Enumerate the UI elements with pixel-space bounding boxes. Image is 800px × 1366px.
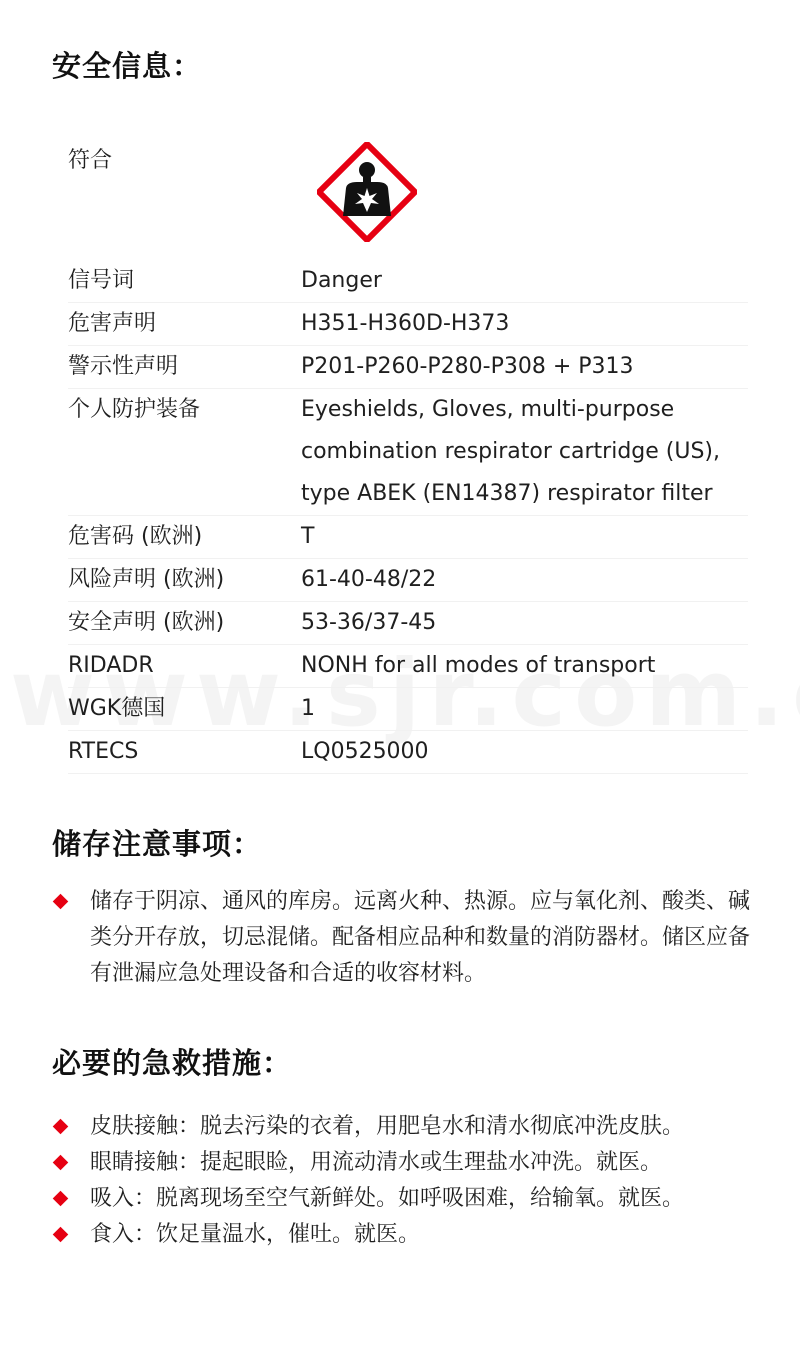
row-label: 风险声明 (欧洲) [68,567,225,592]
row-label: 危害码 (欧洲) [68,524,203,549]
storage-list [52,884,757,992]
table-row [68,688,748,731]
diamond-bullet-icon [53,1119,69,1135]
list-item [52,1109,757,1145]
row-label: 安全声明 (欧洲) [68,610,225,635]
table-row [68,346,748,389]
row-label: RIDADR [68,653,154,678]
row-value: Danger [301,268,382,293]
row-value: 53-36/37-45 [301,610,437,635]
row-label: WGK德国 [68,696,166,721]
list-item [52,1145,757,1181]
list-item [52,884,757,992]
row-label: RTECS [68,739,139,764]
row-label: 警示性声明 [68,354,179,379]
row-value: Eyeshields, Gloves, multi-purpose combination respirator cartridge (US), type ABEK (EN14387) respirator filter [301,397,720,506]
list-item [52,1217,757,1253]
row-value: NONH for all modes of transport [301,653,656,678]
diamond-bullet-icon [53,894,69,910]
row-value: T [301,524,315,549]
ghs08-health-hazard-icon [317,142,417,242]
list-item-text: 储存于阴凉、通风的库房。远离火种、热源。应与氧化剂、酸类、碱类分开存放，切忌混储。配备相应品种和数量的消防器材。储区应备有泄漏应急处理设备和合适的收容材料。 [90,889,751,986]
row-label: 信号词 [68,268,135,293]
table-row [68,645,748,688]
diamond-bullet-icon [53,1191,69,1207]
row-value: H351-H360D-H373 [301,311,510,336]
list-item [52,1181,757,1217]
list-item-text: 皮肤接触：脱去污染的衣着，用肥皂水和清水彻底冲洗皮肤。 [90,1114,685,1139]
first-aid-list [52,1109,757,1253]
row-value: 61-40-48/22 [301,567,437,592]
list-item-text: 食入：饮足量温水，催吐。就医。 [90,1222,421,1247]
row-value: 1 [301,696,315,721]
table-row [68,559,748,602]
safety-info-title: 安全信息： [52,49,203,83]
row-value: P201-P260-P280-P308 + P313 [301,354,634,379]
safety-info-table [68,260,748,774]
table-row [68,303,748,346]
row-label: 个人防护装备 [68,397,201,422]
row-value: LQ0525000 [301,739,429,764]
table-row [68,602,748,645]
diamond-bullet-icon [53,1227,69,1243]
list-item-text: 眼睛接触：提起眼睑，用流动清水或生理盐水冲洗。就医。 [90,1150,663,1175]
first-aid-title: 必要的急救措施： [52,1046,293,1080]
conform-label: 符合 [68,148,113,173]
storage-title: 储存注意事项： [52,827,263,861]
table-row [68,260,748,303]
diamond-bullet-icon [53,1155,69,1171]
table-row [68,389,748,516]
list-item-text: 吸入：脱离现场至空气新鲜处。如呼吸困难，给输氧。就医。 [90,1186,685,1211]
row-label: 危害声明 [68,311,157,336]
table-row [68,516,748,559]
table-row [68,731,748,774]
